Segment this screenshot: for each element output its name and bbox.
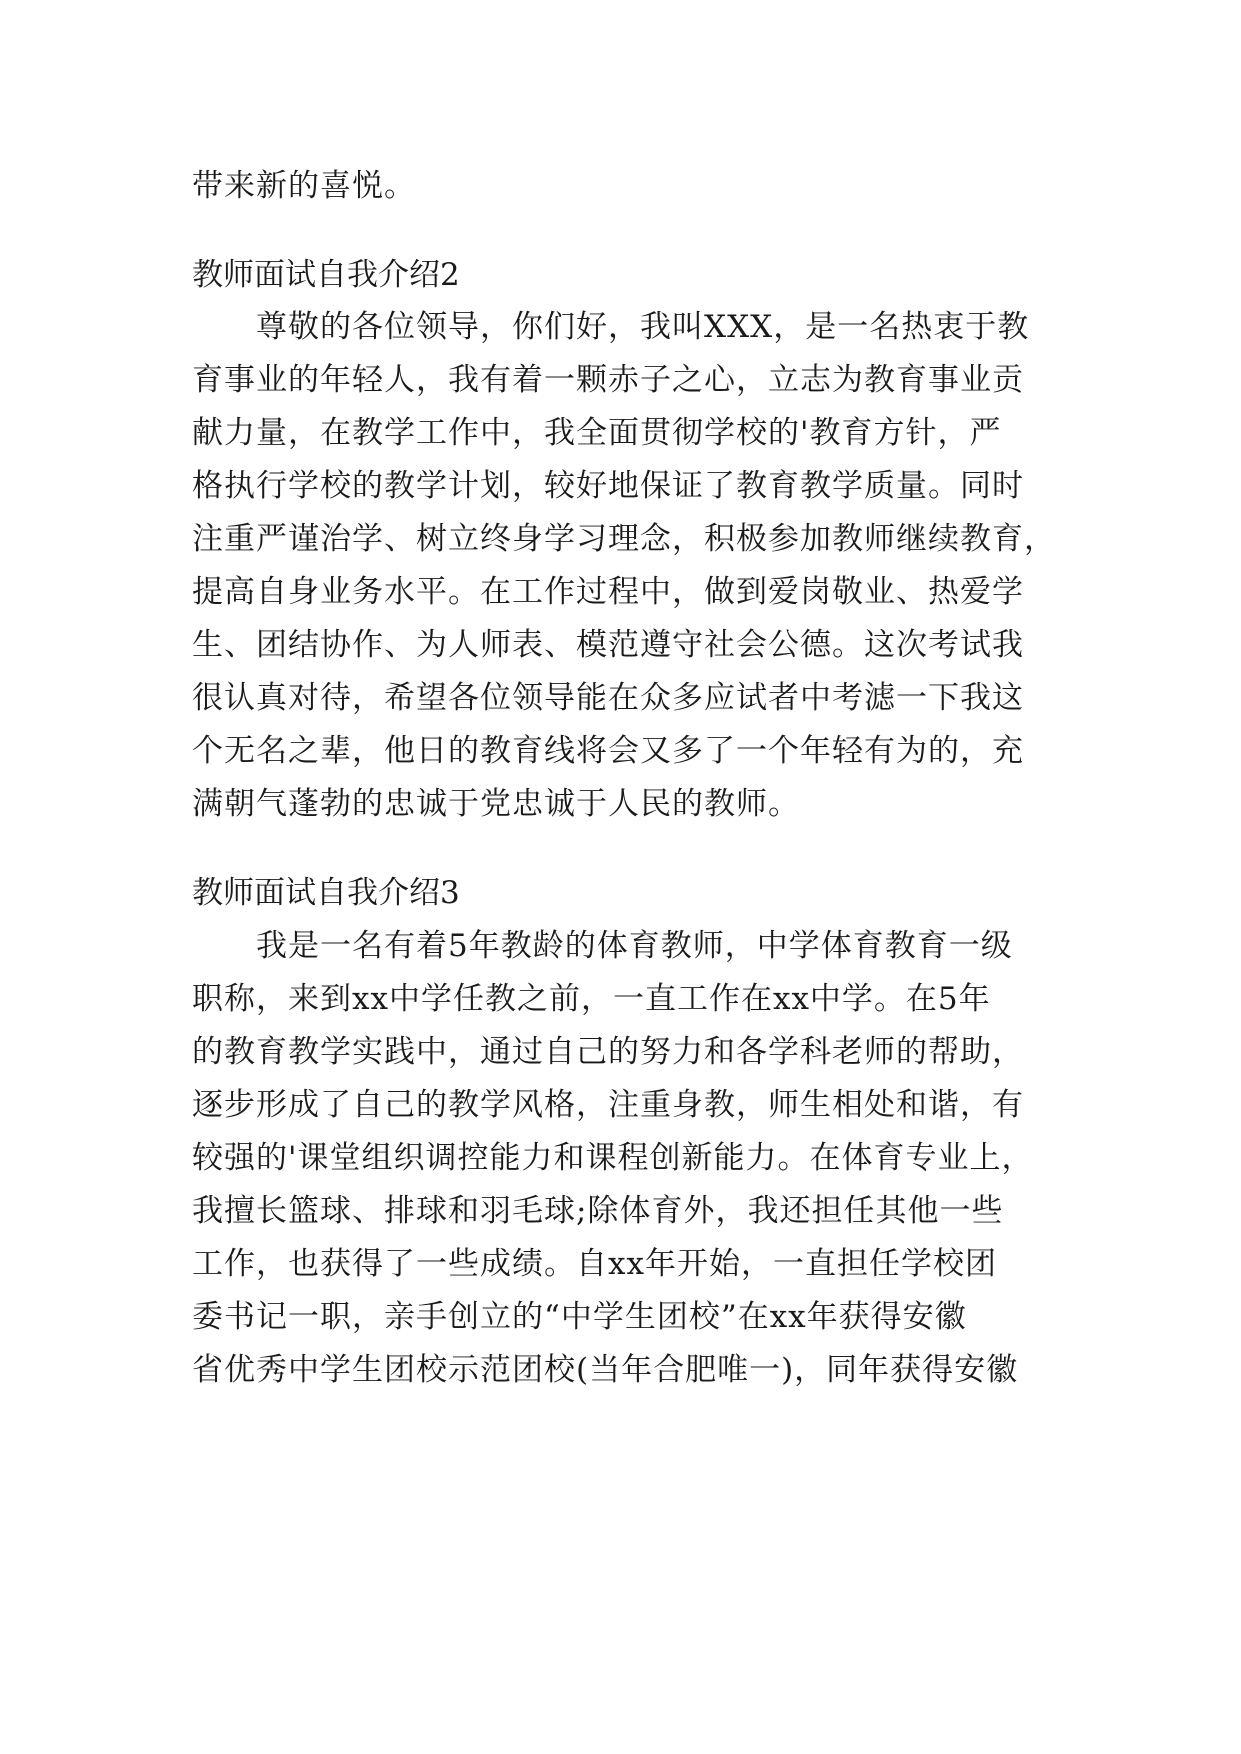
- paragraph-line: 职称，来到xx中学任教之前，一直工作在xx中学。在5年: [192, 981, 991, 1017]
- paragraph-line: 注重严谨治学、树立终身学习理念，积极参加教师继续教育，: [192, 521, 1056, 557]
- paragraph-line: 很认真对待，希望各位领导能在众多应试者中考滤一下我这: [192, 680, 1024, 716]
- paragraph-line: 个无名之辈，他日的教育线将会又多了一个年轻有为的，充: [192, 733, 1024, 769]
- paragraph-line: 尊敬的各位领导，你们好，我叫XXX，是一名热衷于教: [256, 309, 1030, 345]
- paragraph-line: 我是一名有着5年教龄的体育教师，中学体育教育一级: [256, 928, 1013, 964]
- paragraph-line: 工作，也获得了一些成绩。自xx年开始，一直担任学校团: [192, 1246, 997, 1282]
- paragraph-line: 委书记一职，亲手创立的“中学生团校”在xx年获得安徽: [192, 1299, 967, 1335]
- section-heading-3: 教师面试自我介绍3: [192, 875, 460, 911]
- paragraph-line: 较强的'课堂组织调控能力和课程创新能力。在体育专业上，: [192, 1140, 1034, 1176]
- paragraph-line: 省优秀中学生团校示范团校(当年合肥唯一)，同年获得安徽: [192, 1352, 1019, 1388]
- paragraph-line: 格执行学校的教学计划，较好地保证了教育教学质量。同时: [192, 468, 1024, 504]
- text-line: 带来新的喜悦。: [192, 168, 416, 204]
- paragraph-line: 的教育教学实践中，通过自己的努力和各学科老师的帮助，: [192, 1034, 1024, 1070]
- paragraph-line: 生、团结协作、为人师表、模范遵守社会公德。这次考试我: [192, 627, 1024, 663]
- paragraph-line: 献力量，在教学工作中，我全面贯彻学校的'教育方针，严: [192, 415, 1002, 451]
- paragraph-line: 提高自身业务水平。在工作过程中，做到爱岗敬业、热爱学: [192, 574, 1024, 610]
- paragraph-line: 逐步形成了自己的教学风格，注重身教，师生相处和谐，有: [192, 1087, 1024, 1123]
- paragraph-line: 我擅长篮球、排球和羽毛球;除体育外，我还担任其他一些: [192, 1193, 1004, 1229]
- paragraph-line: 满朝气蓬勃的忠诚于党忠诚于人民的教师。: [192, 786, 800, 822]
- section-heading-2: 教师面试自我介绍2: [192, 257, 460, 293]
- paragraph-line: 育事业的年轻人，我有着一颗赤子之心，立志为教育事业贡: [192, 362, 1024, 398]
